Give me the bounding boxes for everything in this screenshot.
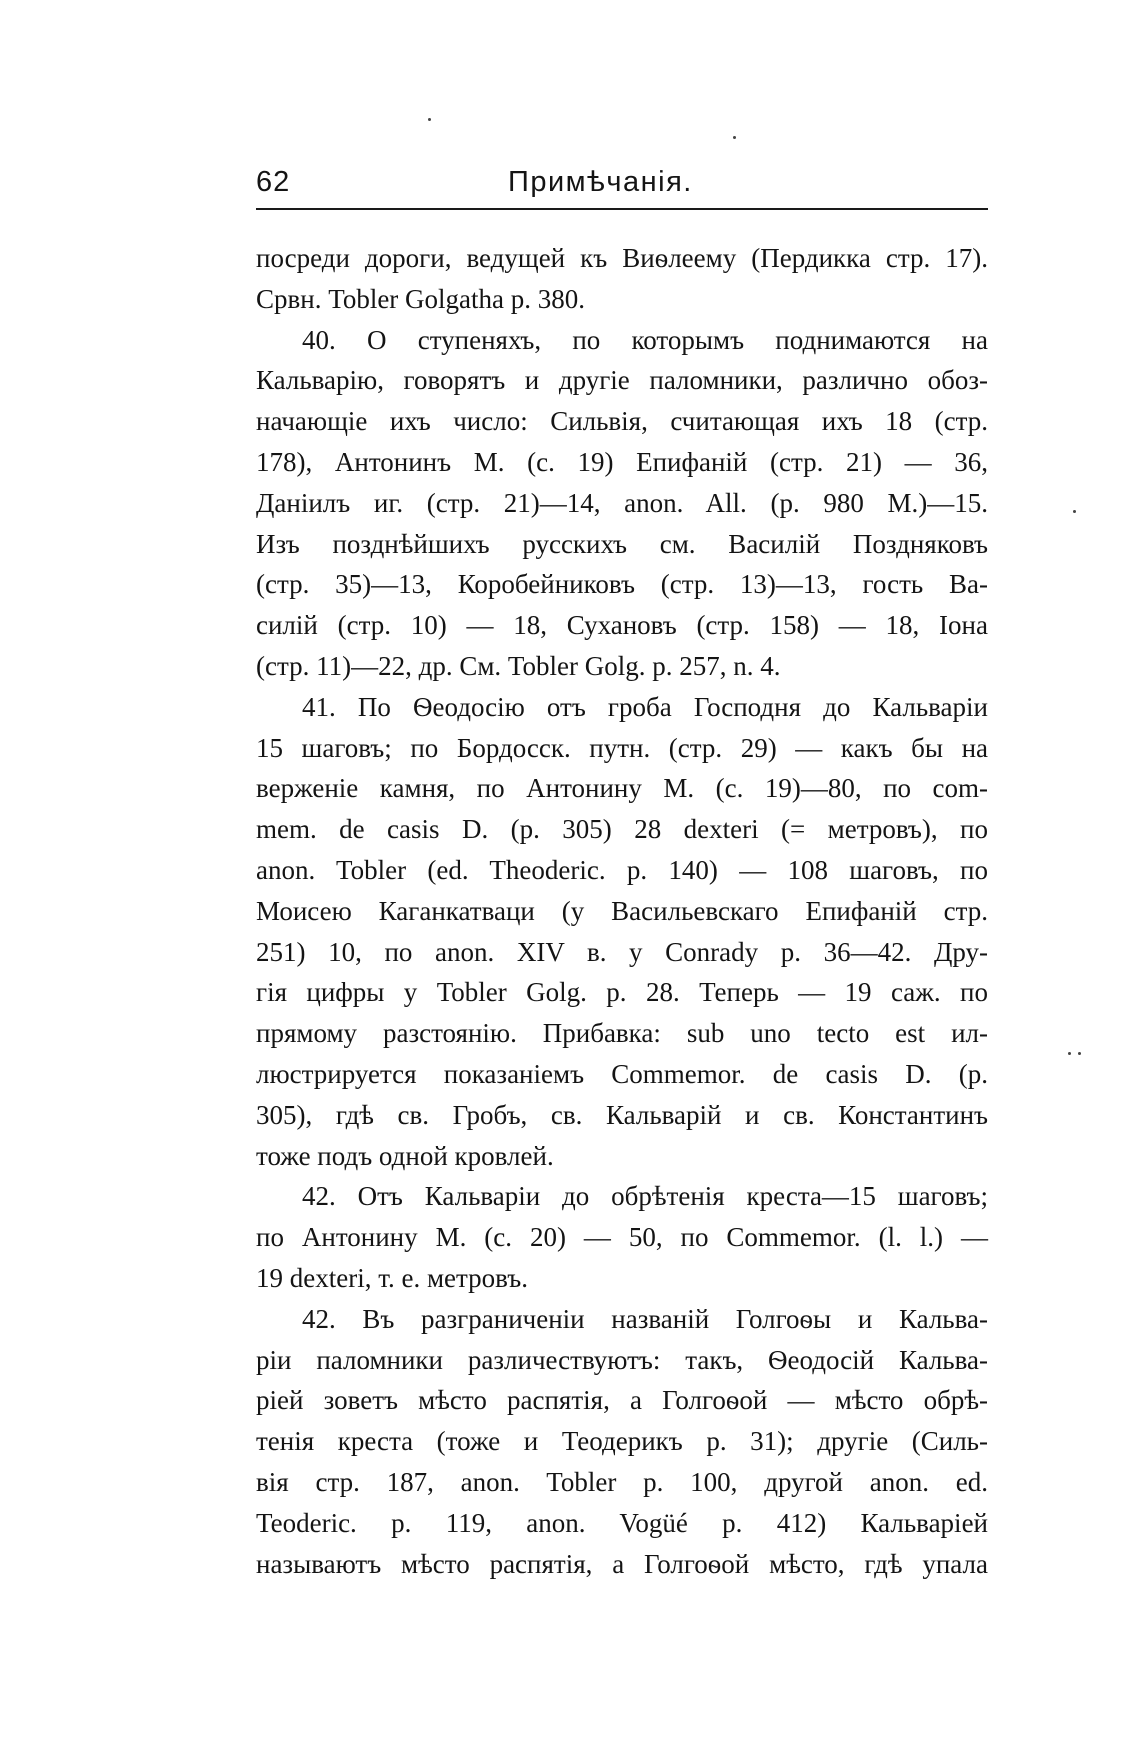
text-line: 42. Отъ Кальваріи до обрѣтенія креста—15 шаговъ; — [302, 1181, 988, 1212]
text-line: Даніилъ иг. (стр. 21)—14, anon. All. (p. 980 M.)—15. — [256, 487, 988, 518]
text-line: тоже подъ одной кровлей. — [256, 1140, 554, 1171]
text-line: 42. Въ разграниченіи названій Голгоѳы и Кальва- — [302, 1303, 988, 1334]
text-line: прямому разстоянію. Прибавка: sub uno tecto est ил- — [256, 1018, 988, 1049]
text-line: посреди дороги, ведущей къ Виѳлеему (Пердикка стр. 17). — [256, 243, 988, 273]
text-line: начающіе ихъ число: Сильвія, считающая ихъ 18 (стр. — [256, 406, 988, 437]
text-line: Изъ позднѣйшихъ русскихъ см. Василій Поздняковъ — [256, 528, 988, 559]
text-line: тенія креста (тоже и Теодерикъ p. 31); другіе (Силь- — [256, 1426, 988, 1457]
text-line: вія стр. 187, anon. Tobler p. 100, другой anon. ed. — [256, 1466, 988, 1497]
text-line: люстрируется показаніемъ Commemor. de casis D. (p. — [256, 1058, 988, 1089]
text-line: Кальварію, говорятъ и другіе паломники, различно обоз- — [256, 365, 988, 396]
text-line: anon. Tobler (ed. Theoderic. p. 140) — 108 шаговъ, по — [256, 854, 988, 885]
text-line: Teoderic. p. 119, anon. Vogüé p. 412) Кальваріей — [256, 1507, 988, 1538]
running-title: Примѣчанія. — [508, 166, 693, 198]
text-line: 305), гдѣ св. Гробъ, св. Кальварій и св. Константинъ — [256, 1099, 988, 1130]
text-line: ріи паломники различествуютъ: такъ, Ѳеодосій Кальва- — [256, 1344, 988, 1375]
text-line: 19 dexteri, т. е. метровъ. — [256, 1262, 528, 1293]
text-line: называютъ мѣсто распятія, а Голгоѳой мѣсто, гдѣ упала — [256, 1548, 988, 1579]
speck-mark — [1078, 1052, 1081, 1055]
text-line: (стр. 11)—22, др. См. Tobler Golg. p. 257, n. 4. — [256, 650, 781, 681]
text-line: 251) 10, по anon. XIV в. у Conrady p. 36—42. Дру- — [256, 936, 988, 967]
text-line: 15 шаговъ; по Бордосск. путн. (стр. 29) — какъ бы на — [256, 732, 988, 763]
speck-mark — [428, 118, 431, 121]
text-line: верженіе камня, по Антонину М. (с. 19)—80, по com- — [256, 773, 988, 804]
speck-mark — [1073, 510, 1076, 513]
text-line: mem. de casis D. (p. 305) 28 dexteri (= метровъ), по — [256, 814, 988, 845]
text-line: ріей зоветъ мѣсто распятія, а Голгоѳой — мѣсто обрѣ- — [256, 1385, 988, 1416]
page-number: 62 — [256, 166, 291, 198]
text-line: 40. О ступеняхъ, по которымъ поднимаются на — [302, 324, 988, 355]
speck-mark — [733, 136, 736, 139]
text-line: силій (стр. 10) — 18, Сухановъ (стр. 158) — 18, Іона — [256, 610, 988, 641]
text-line: 41. По Ѳеодосію отъ гроба Господня до Кальваріи — [302, 691, 988, 722]
text-line: гія цифры у Tobler Golg. p. 28. Теперь — 19 саж. по — [256, 977, 988, 1008]
page-header — [256, 166, 988, 210]
text-line: Срвн. Tobler Golgatha p. 380. — [256, 283, 586, 314]
header-rule — [256, 208, 988, 210]
text-line: (стр. 35)—13, Коробейниковъ (стр. 13)—13, гость Ва- — [256, 569, 988, 600]
text-line: по Антонину М. (с. 20) — 50, по Commemor. (l. l.) — — [256, 1222, 988, 1253]
text-line: 178), Антонинъ М. (с. 19) Епифаній (стр. 21) — 36, — [256, 446, 988, 477]
text-line: Моисею Каганкатваци (у Васильевскаго Епифаній стр. — [256, 895, 988, 926]
notes-text — [256, 238, 988, 1584]
speck-mark — [1068, 1052, 1071, 1055]
